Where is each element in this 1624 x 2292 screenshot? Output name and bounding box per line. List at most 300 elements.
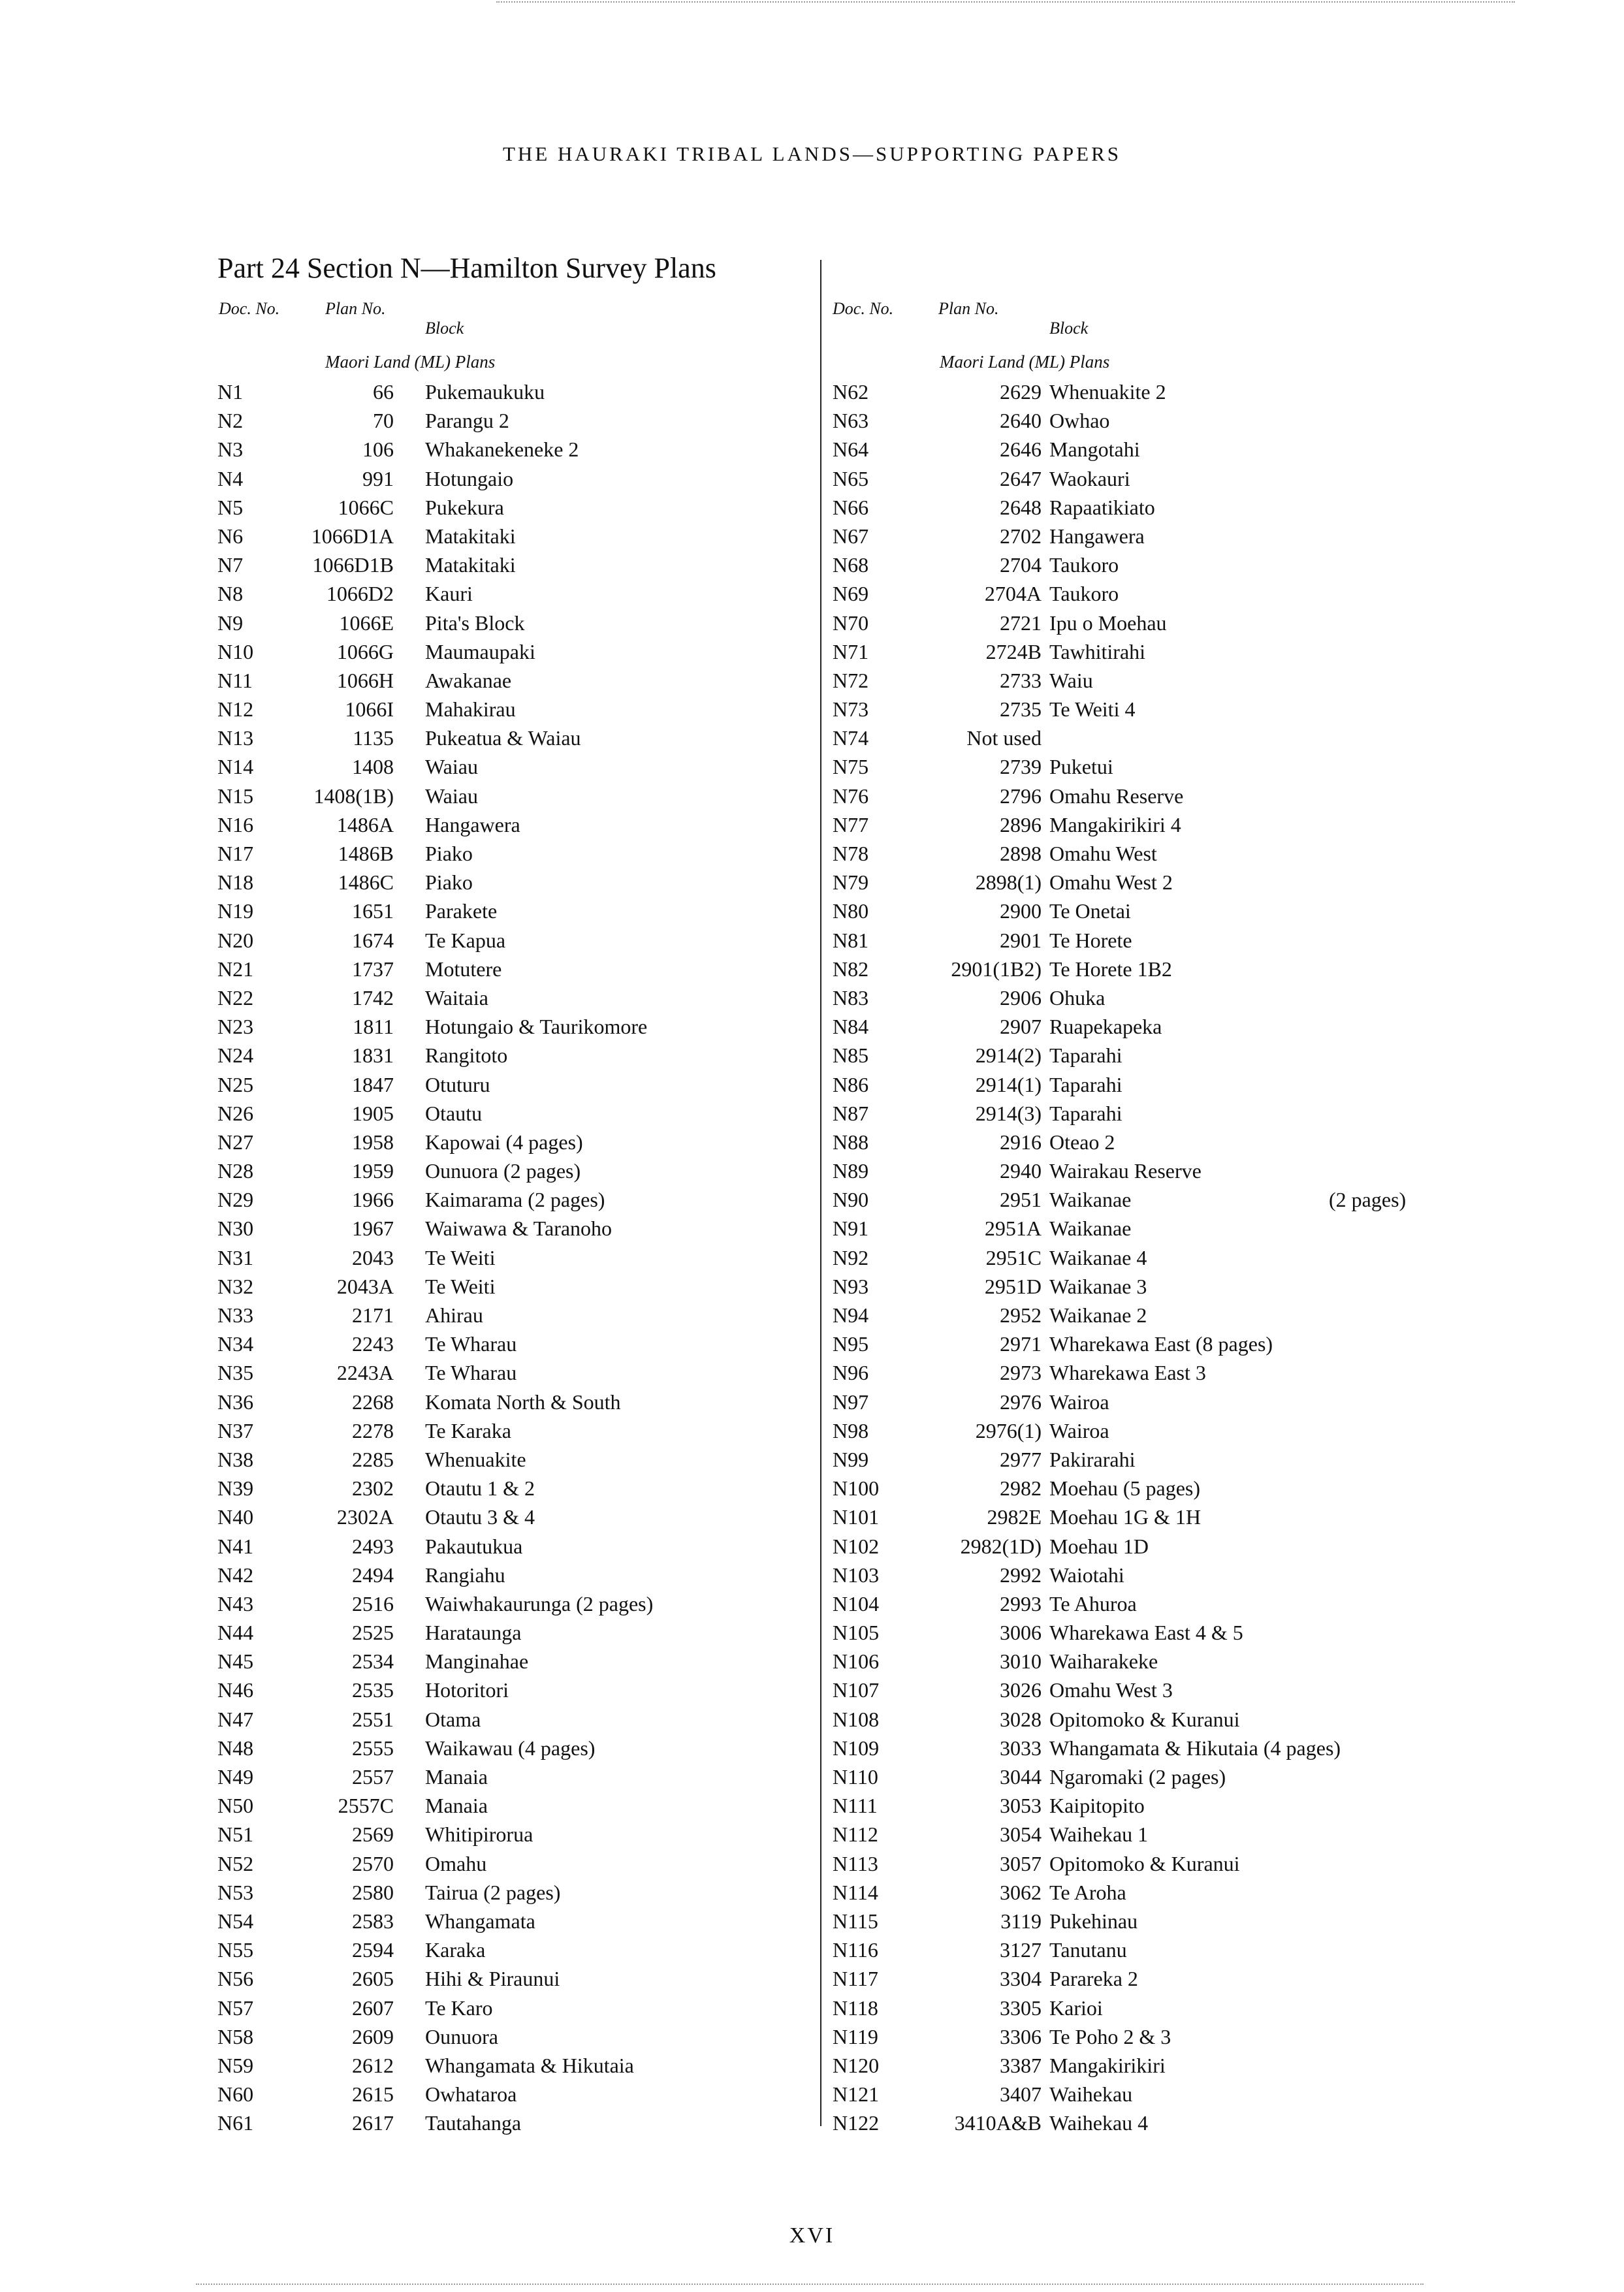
block-cell: Ruapekapeka	[1049, 1015, 1162, 1039]
doc-no-cell: N102	[833, 1534, 880, 1558]
table-row	[827, 1561, 1559, 1589]
doc-no-cell: N76	[833, 784, 869, 808]
doc-no-cell: N101	[833, 1505, 880, 1529]
plan-no-cell: 2607	[352, 1996, 394, 2020]
table-row	[827, 579, 1559, 608]
table-row	[827, 666, 1559, 695]
block-header: Block	[1049, 319, 1089, 338]
block-cell: Ounuora	[425, 2024, 498, 2048]
doc-no-cell: N86	[833, 1072, 869, 1096]
doc-no-cell: N119	[833, 2024, 878, 2048]
doc-no-cell: N89	[833, 1159, 869, 1183]
doc-no-cell: N1	[217, 380, 244, 404]
block-cell: Waokauri	[1049, 466, 1130, 490]
plan-no-cell: 106	[362, 438, 394, 462]
plan-no-cell: 2916	[1000, 1130, 1042, 1154]
block-cell: Omahu Reserve	[1049, 784, 1184, 808]
plan-no-cell: 1135	[353, 726, 394, 750]
plan-no-cell: 2901(1B2)	[951, 957, 1042, 981]
table-row	[827, 1099, 1559, 1128]
doc-no-cell: N55	[217, 1938, 254, 1962]
table-row	[827, 435, 1559, 464]
doc-no-cell: N117	[833, 1967, 878, 1991]
running-head: THE HAURAKI TRIBAL LANDS—SUPPORTING PAPERS	[503, 142, 1121, 165]
doc-no-cell: N105	[833, 1621, 880, 1645]
plan-no-cell: 2647	[1000, 466, 1042, 490]
block-cell: Kaimarama (2 pages)	[425, 1188, 605, 1212]
table-row	[827, 1474, 1559, 1503]
block-cell: Tawhitirahi	[1049, 639, 1146, 663]
block-cell: Whitipirorua	[425, 1822, 533, 1847]
table-row	[827, 839, 1559, 868]
block-cell: Wairoa	[1049, 1390, 1109, 1414]
subheading: Maori Land (ML) Plans	[940, 352, 1110, 372]
doc-no-cell: N12	[217, 697, 254, 722]
doc-no-cell: N38	[217, 1447, 254, 1471]
block-cell: Waihekau 4	[1049, 2111, 1149, 2135]
plan-no-cell: 2594	[352, 1938, 394, 1962]
plan-no-cell: 2557C	[338, 1794, 394, 1818]
doc-no-cell: N44	[217, 1621, 254, 1645]
table-row	[827, 1676, 1559, 1704]
plan-no-cell: 2907	[1000, 1015, 1042, 1039]
block-cell: Omahu West 3	[1049, 1678, 1173, 1702]
doc-no-cell: N69	[833, 582, 869, 606]
doc-no-cell: N67	[833, 524, 869, 548]
plan-no-cell: 2171	[352, 1303, 394, 1327]
block-cell: Parareka 2	[1049, 1967, 1138, 1991]
table-row	[827, 1156, 1559, 1185]
block-cell: Mangakirikiri 4	[1049, 812, 1181, 836]
block-cell: Manaia	[425, 1765, 488, 1789]
table-row	[827, 1618, 1559, 1647]
plan-no-cell: 3010	[1000, 1649, 1042, 1674]
doc-no-cell: N60	[217, 2082, 254, 2107]
block-cell: Piako	[425, 842, 473, 865]
doc-no-cell: N100	[833, 1476, 880, 1501]
doc-no-cell: N21	[217, 957, 254, 981]
table-row	[827, 1791, 1559, 1820]
block-cell: Waikanae 2	[1049, 1303, 1147, 1327]
plan-no-cell: 3387	[1000, 2053, 1042, 2077]
plan-no-cell: 3006	[1000, 1621, 1042, 1645]
block-cell: Omahu West	[1049, 842, 1157, 865]
plan-no-cell: 2977	[1000, 1447, 1042, 1471]
plan-no-header: Plan No.	[938, 299, 999, 318]
table-row	[827, 1041, 1559, 1070]
table-row	[827, 1589, 1559, 1618]
block-cell: Hotungaio & Taurikomore	[425, 1015, 648, 1039]
doc-no-cell: N120	[833, 2053, 880, 2077]
table-row	[827, 2051, 1559, 2080]
table-row	[827, 1416, 1559, 1445]
block-cell: Harataunga	[425, 1621, 522, 1645]
table-row	[827, 406, 1559, 435]
plan-no-cell: 2278	[352, 1418, 394, 1442]
plan-no-cell: 70	[373, 409, 394, 433]
table-row	[827, 1849, 1559, 1878]
doc-no-cell: N45	[217, 1649, 254, 1674]
page-count-note: (2 pages)	[1329, 1188, 1407, 1212]
plan-no-cell: 2982	[1000, 1476, 1042, 1501]
block-cell: Owhataroa	[425, 2082, 517, 2107]
doc-no-cell: N58	[217, 2024, 254, 2048]
plan-no-cell: 2268	[352, 1390, 394, 1414]
block-cell: Otautu	[425, 1101, 483, 1125]
block-cell: Taukoro	[1049, 582, 1119, 606]
plan-no-cell: 1847	[352, 1072, 394, 1096]
block-cell: Te Onetai	[1049, 899, 1131, 923]
table-row	[827, 1820, 1559, 1849]
plan-no-cell: 1408(1B)	[313, 784, 394, 808]
block-cell: Te Horete 1B2	[1049, 957, 1172, 981]
plan-no-cell: 2646	[1000, 438, 1042, 462]
doc-no-cell: N75	[833, 755, 869, 779]
block-cell: Hotoritori	[425, 1678, 509, 1702]
block-cell: Wharekawa East (8 pages)	[1049, 1332, 1273, 1356]
doc-no-cell: N93	[833, 1274, 869, 1298]
plan-no-cell: 2243	[352, 1332, 394, 1356]
doc-no-cell: N91	[833, 1217, 869, 1241]
block-cell: Waihekau 1	[1049, 1822, 1149, 1847]
plan-no-cell: 2982E	[987, 1505, 1042, 1529]
block-cell: Waiharakeke	[1049, 1649, 1158, 1674]
plan-no-cell: 1066I	[345, 697, 394, 722]
plan-no-cell: 1674	[352, 928, 394, 952]
table-row	[827, 1185, 1559, 1214]
bottom-page-rule	[196, 2284, 1424, 2285]
plan-no-cell: 1066E	[339, 611, 394, 635]
plan-no-cell: 2617	[352, 2111, 394, 2135]
block-header: Block	[425, 319, 464, 338]
block-cell: Te Weiti	[425, 1245, 496, 1269]
doc-no-cell: N95	[833, 1332, 869, 1356]
table-row	[827, 1214, 1559, 1243]
block-cell: Moehau 1G & 1H	[1049, 1505, 1201, 1529]
block-cell: Pukemaukuku	[425, 380, 545, 404]
page-number: XVI	[789, 2223, 835, 2248]
doc-no-cell: N80	[833, 899, 869, 923]
table-row	[827, 1358, 1559, 1387]
block-cell: Te Wharau	[425, 1361, 517, 1385]
doc-no-cell: N54	[217, 1909, 254, 1933]
doc-no-cell: N121	[833, 2082, 880, 2107]
block-cell: Komata North & South	[425, 1390, 621, 1414]
plan-no-cell: 2898(1)	[975, 870, 1042, 895]
doc-no-cell: N104	[833, 1591, 880, 1616]
doc-no-cell: N49	[217, 1765, 254, 1789]
plan-no-cell: 1737	[352, 957, 394, 981]
block-cell: Opitomoko & Kuranui	[1049, 1851, 1240, 1875]
plan-no-cell: 1966	[352, 1188, 394, 1212]
block-cell: Pakirarahi	[1049, 1447, 1136, 1471]
plan-no-cell: 3028	[1000, 1707, 1042, 1731]
plan-no-cell: 2612	[352, 2053, 394, 2077]
table-row	[827, 493, 1559, 522]
plan-no-cell: 66	[373, 380, 394, 404]
table-row	[827, 695, 1559, 724]
table-row	[827, 2080, 1559, 2109]
block-cell: Pita's Block	[425, 611, 525, 635]
block-cell: Waikawau (4 pages)	[425, 1736, 596, 1760]
block-cell: Te Poho 2 & 3	[1049, 2024, 1171, 2048]
table-row	[827, 637, 1559, 666]
block-cell: Hihi & Piraunui	[425, 1967, 560, 1991]
doc-no-cell: N81	[833, 928, 869, 952]
block-cell: Hangawera	[1049, 524, 1145, 548]
doc-no-cell: N61	[217, 2111, 254, 2135]
plan-no-cell: 2951A	[984, 1217, 1042, 1241]
block-cell: Oteao 2	[1049, 1130, 1115, 1154]
table-row	[827, 897, 1559, 925]
doc-no-cell: N68	[833, 553, 869, 577]
block-cell: Taparahi	[1049, 1072, 1122, 1096]
table-row	[827, 1878, 1559, 1907]
doc-no-cell: N103	[833, 1563, 880, 1587]
block-cell: Te Ahuroa	[1049, 1591, 1137, 1616]
plan-no-cell: 3407	[1000, 2082, 1042, 2107]
plan-no-cell: 1408	[352, 755, 394, 779]
doc-no-cell: N23	[217, 1015, 254, 1039]
plan-no-cell: 2901	[1000, 928, 1042, 952]
plan-no-cell: 1811	[353, 1015, 394, 1039]
table-row	[827, 1935, 1559, 1964]
block-cell: Te Wharau	[425, 1332, 517, 1356]
plan-no-cell: 2951C	[985, 1245, 1042, 1269]
doc-no-cell: N4	[217, 466, 244, 490]
doc-no-cell: N92	[833, 1245, 869, 1269]
plan-no-cell: 1958	[352, 1130, 394, 1154]
table-row	[827, 1734, 1559, 1762]
block-cell: Whangamata	[425, 1909, 535, 1933]
table-row	[827, 1388, 1559, 1416]
doc-no-cell: N13	[217, 726, 254, 750]
doc-no-cell: N94	[833, 1303, 869, 1327]
block-cell: Pukeatua & Waiau	[425, 726, 581, 750]
plan-no-cell: 2535	[352, 1678, 394, 1702]
plan-no-cell: 2702	[1000, 524, 1042, 548]
table-row	[827, 1994, 1559, 2022]
plan-no-cell: 2609	[352, 2024, 394, 2048]
plan-no-cell: 1486C	[338, 870, 394, 895]
doc-no-header: Doc. No.	[219, 299, 280, 318]
doc-no-cell: N111	[833, 1794, 878, 1818]
doc-no-cell: N90	[833, 1188, 869, 1212]
plan-no-cell: 2551	[352, 1707, 394, 1731]
table-row	[827, 1070, 1559, 1099]
table-row	[827, 926, 1559, 955]
doc-no-cell: N2	[217, 409, 244, 433]
block-cell: Ipu o Moehau	[1049, 611, 1167, 635]
plan-no-cell: 991	[362, 466, 394, 490]
table-row	[827, 2109, 1559, 2137]
block-cell: Parakete	[425, 899, 498, 923]
doc-no-cell: N96	[833, 1361, 869, 1385]
doc-no-cell: N26	[217, 1101, 254, 1125]
block-cell: Piako	[425, 870, 473, 895]
plan-no-cell: 2516	[352, 1591, 394, 1616]
table-row	[827, 955, 1559, 983]
doc-no-cell: N85	[833, 1043, 869, 1068]
table-row	[827, 752, 1559, 781]
doc-no-cell: N108	[833, 1707, 880, 1731]
plan-no-cell: 2615	[352, 2082, 394, 2107]
block-cell: Rangitoto	[425, 1043, 508, 1068]
table-row	[827, 1243, 1559, 1272]
plan-no-cell: 2494	[352, 1563, 394, 1587]
block-cell: Mahakirau	[425, 697, 516, 722]
table-row	[827, 1532, 1559, 1561]
plan-no-cell: 1066D1A	[311, 524, 394, 548]
block-cell: Whenuakite	[425, 1447, 526, 1471]
doc-no-cell: N64	[833, 438, 869, 462]
plan-no-cell: 2952	[1000, 1303, 1042, 1327]
plan-no-cell: 2285	[352, 1447, 394, 1471]
doc-no-cell: N22	[217, 985, 254, 1010]
doc-no-cell: N113	[833, 1851, 878, 1875]
block-cell: Te Aroha	[1049, 1880, 1126, 1904]
block-cell: Otama	[425, 1707, 481, 1731]
block-cell: Ounuora (2 pages)	[425, 1159, 581, 1183]
doc-no-cell: N17	[217, 842, 254, 865]
table-row	[827, 1329, 1559, 1358]
plan-no-cell: 2976(1)	[975, 1418, 1042, 1442]
doc-no-cell: N39	[217, 1476, 254, 1501]
plan-no-cell: 2704	[1000, 553, 1042, 577]
block-cell: Taparahi	[1049, 1101, 1122, 1125]
block-cell: Te Kapua	[425, 928, 506, 952]
block-cell: Otautu 1 & 2	[425, 1476, 535, 1501]
block-cell: Wharekawa East 3	[1049, 1361, 1206, 1385]
plan-no-cell: 2733	[1000, 668, 1042, 692]
block-cell: Whakanekeneke 2	[425, 438, 579, 462]
plan-no-cell: 2721	[1000, 611, 1042, 635]
right-rows	[827, 377, 1559, 2137]
plan-no-cell: 1066H	[336, 668, 394, 692]
block-cell: Waikanae	[1049, 1217, 1132, 1241]
doc-no-cell: N79	[833, 870, 869, 895]
plan-no-cell: 2493	[352, 1534, 394, 1558]
plan-no-cell: 2557	[352, 1765, 394, 1789]
plan-no-cell: 1066D2	[326, 582, 394, 606]
doc-no-cell: N43	[217, 1591, 254, 1616]
plan-no-cell: 2580	[352, 1880, 394, 1904]
doc-no-cell: N15	[217, 784, 254, 808]
table-row	[827, 1964, 1559, 1993]
doc-no-cell: N99	[833, 1447, 869, 1471]
block-cell: Matakitaki	[425, 524, 516, 548]
plan-no-cell: 3057	[1000, 1851, 1042, 1875]
block-cell: Waiotahi	[1049, 1563, 1124, 1587]
table-row	[827, 1012, 1559, 1041]
block-cell: Te Weiti	[425, 1274, 496, 1298]
plan-no-cell: 2555	[352, 1736, 394, 1760]
plan-no-cell: 2973	[1000, 1361, 1042, 1385]
table-row	[827, 782, 1559, 810]
doc-no-cell: N18	[217, 870, 254, 895]
plan-no-cell: 2302A	[336, 1505, 394, 1529]
doc-no-cell: N40	[217, 1505, 254, 1529]
doc-no-cell: N36	[217, 1390, 254, 1414]
block-cell: Waikanae 4	[1049, 1245, 1147, 1269]
doc-no-cell: N35	[217, 1361, 254, 1385]
table-row	[827, 724, 1559, 752]
plan-no-cell: 3305	[1000, 1996, 1042, 2020]
doc-no-cell: N33	[217, 1303, 254, 1327]
plan-no-cell: 3410A&B	[954, 2111, 1042, 2135]
doc-no-cell: N11	[217, 668, 253, 692]
plan-no-cell: 2993	[1000, 1591, 1042, 1616]
plan-no-cell: 2043	[352, 1245, 394, 1269]
block-cell: Tairua (2 pages)	[425, 1880, 561, 1904]
block-cell: Otuturu	[425, 1072, 490, 1096]
doc-no-cell: N42	[217, 1563, 254, 1587]
plan-no-cell: 2569	[352, 1822, 394, 1847]
doc-no-cell: N109	[833, 1736, 880, 1760]
block-cell: Tautahanga	[425, 2111, 522, 2135]
block-cell: Rangiahu	[425, 1563, 505, 1587]
block-cell: Omahu West 2	[1049, 870, 1173, 895]
doc-no-cell: N29	[217, 1188, 254, 1212]
table-row	[827, 1272, 1559, 1301]
doc-no-cell: N16	[217, 812, 254, 836]
doc-no-cell: N50	[217, 1794, 254, 1818]
block-cell: Pukekura	[425, 495, 504, 519]
block-cell: Te Karo	[425, 1996, 493, 2020]
plan-no-cell: 2898	[1000, 842, 1042, 865]
table-row	[827, 2022, 1559, 2051]
doc-no-cell: N7	[217, 553, 244, 577]
block-cell: Hotungaio	[425, 466, 514, 490]
doc-no-cell: N114	[833, 1880, 878, 1904]
plan-no-cell: 1486A	[336, 812, 394, 836]
block-cell: Rapaatikiato	[1049, 495, 1155, 519]
block-cell: Waikanae 3	[1049, 1274, 1147, 1298]
plan-no-cell: 2583	[352, 1909, 394, 1933]
block-cell: Motutere	[425, 957, 502, 981]
plan-no-cell: 2951	[1000, 1188, 1042, 1212]
doc-no-cell: N31	[217, 1245, 254, 1269]
block-cell: Waiau	[425, 755, 478, 779]
table-row	[827, 1647, 1559, 1676]
doc-no-cell: N27	[217, 1130, 254, 1154]
doc-no-cell: N56	[217, 1967, 254, 1991]
block-cell: Otautu 3 & 4	[425, 1505, 535, 1529]
doc-no-cell: N47	[217, 1707, 254, 1731]
plan-no-cell: 2971	[1000, 1332, 1042, 1356]
plan-no-cell: 2906	[1000, 985, 1042, 1010]
block-cell: Parangu 2	[425, 409, 509, 433]
plan-no-cell: 3026	[1000, 1678, 1042, 1702]
doc-no-cell: N87	[833, 1101, 869, 1125]
block-cell: Omahu	[425, 1851, 487, 1875]
block-cell: Manginahae	[425, 1649, 529, 1674]
doc-no-cell: N62	[833, 380, 869, 404]
block-cell: Maumaupaki	[425, 639, 535, 663]
table-row	[827, 983, 1559, 1012]
block-cell: Waihekau	[1049, 2082, 1133, 2107]
block-cell: Te Karaka	[425, 1418, 511, 1442]
plan-no-cell: 1905	[352, 1101, 394, 1125]
top-page-rule	[496, 1, 1515, 3]
block-cell: Waikanae	[1049, 1188, 1132, 1212]
plan-no-cell: 2914(2)	[975, 1043, 1042, 1068]
plan-no-cell: 2951D	[984, 1274, 1042, 1298]
plan-no-cell: 3127	[1000, 1938, 1042, 1962]
plan-no-cell: 3054	[1000, 1822, 1042, 1847]
column-header	[827, 299, 1559, 346]
plan-no-cell: 2992	[1000, 1563, 1042, 1587]
